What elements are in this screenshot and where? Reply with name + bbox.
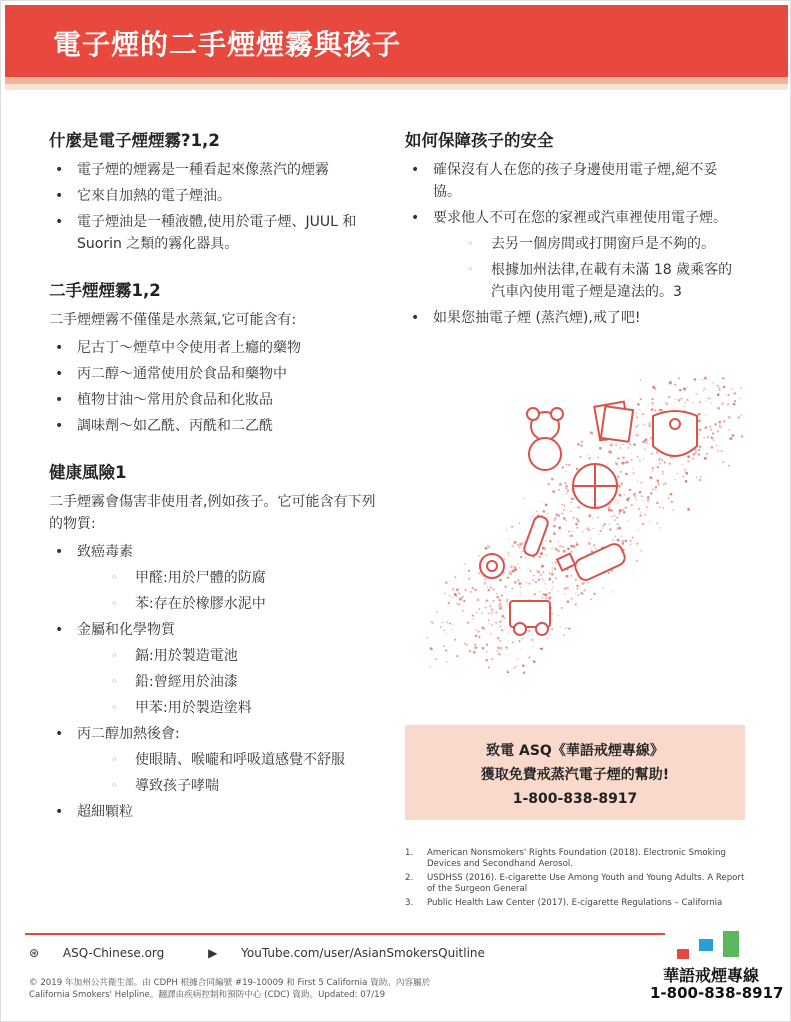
footer-links [29,946,525,960]
website-link[interactable] [29,946,184,960]
banner-stripe-light [5,84,788,90]
list-item: • 確保沒有人在您的孩子身邊使用電子煙,絕不妥協。 [405,159,745,203]
list-item [49,619,389,719]
list-item: • 尼古丁～煙草中令使用者上癮的藥物 [49,337,389,359]
bib-icon [653,411,697,456]
sub-list-item: ◦ 甲醛:用於尸體的防腐 [77,567,389,589]
logo-bar-blue [699,939,713,951]
sub-list-item: ◦ 苯:存在於橡膠水泥中 [77,593,389,615]
sub-list-item: ◦ 甲苯:用於製造塗料 [77,697,389,719]
right-column [405,127,745,333]
sub-list-item: ◦ 去另一個房間或打開窗戶是不夠的。 [433,233,745,255]
copyright-line2: California Smokers' Helpline。翻譯由疾病控制和預防中心 (CDC) 資助。Updated: 07/19 [29,990,386,1000]
callout-phone[interactable]: 1-800-838-8917 [512,791,638,807]
banner-stripe [5,77,788,84]
list-item: • 它來自加熱的電子煙油。 [49,185,389,207]
logo-bar-green [723,931,739,957]
section-heading: 健康風險1 [49,463,127,482]
logo-phone: 1-800-838-8917 [650,984,784,1002]
reference-number: 3. [405,898,414,908]
list-item [49,541,389,615]
list-item: • 超細顆粒 [49,801,389,823]
logo-name: 華語戒煙專線 [663,966,760,985]
list-item: • 電子煙油是一種液體,使用於電子煙、JUUL 和 Suorin 之類的霧化器具。 [49,211,389,255]
section-heading: 什麼是電子煙煙霧?1,2 [49,131,220,150]
logo-bar-red [677,949,689,959]
list-item: • 植物甘油～常用於食品和化妝品 [49,389,389,411]
reference-text: Public Health Law Center (2017). E-cigarette Regulations – California [427,898,723,908]
copyright-line1: © 2019 年加州公共衛生部。由 CDPH 根據合同編號 #19-10009 和 First 5 California 資助。內容屬於 [29,978,431,988]
section-heading: 如何保障孩子的安全 [405,131,554,150]
reference-item [405,898,750,909]
list-item-label: 要求他人不可在您的家裡或汽車裡使用電子煙。 [433,210,727,226]
reference-text: USDHSS (2016). E-cigarette Use Among Youth and Young Adults. A Report of the Surgeon General [427,873,745,894]
sub-list-item: ◦ 使眼睛、喉嚨和呼吸道感覺不舒服 [77,749,389,771]
sub-list-item: ◦ 鉛:曾經用於油漆 [77,671,389,693]
youtube-icon: ▶ [208,946,218,960]
reference-item [405,873,750,895]
page-title: 電子煙的二手煙煙霧與孩子 [53,28,402,61]
reference-number: 1. [405,848,414,858]
toy-car-icon [510,601,550,635]
section-health-risks [49,459,389,823]
reference-text: American Nonsmokers' Rights Foundation (2018). Electronic Smoking Devices and Secondhand Aerosol. [427,848,726,869]
list-item [49,723,389,797]
copyright [29,977,459,1001]
title-banner [5,5,788,77]
list-item: • 如果您抽電子煙 (蒸汽煙),戒了吧! [405,307,745,329]
section-what-is-vapor [49,127,389,255]
callout-line1: 致電 ASQ《華語戒煙專線》 [486,743,664,759]
sub-list-item: ◦ 導致孩子哮喘 [77,775,389,797]
toy-icon [523,515,550,557]
sub-list-item: ◦ 根據加州法律,在載有未滿 18 歲乘客的汽車內使用電子煙是違法的。3 [433,259,745,303]
teddy-bear-icon [527,408,563,470]
globe-icon: ⊛ [29,946,40,960]
list-item-label: 丙二醇加熱後會: [77,726,180,742]
list-item [405,207,745,303]
reference-item [405,848,750,870]
website-text: ASQ-Chinese.org [62,946,165,960]
pacifier-icon [480,554,504,578]
left-column [49,127,389,845]
vapor-illustration [425,376,745,676]
youtube-link[interactable] [208,946,505,960]
helpline-callout [405,725,745,820]
footer-divider [25,933,665,935]
callout-line2: 獲取免費戒蒸汽電子煙的幫助! [480,767,670,783]
list-item: • 調味劑～如乙酰、丙酰和二乙酰 [49,415,389,437]
section-secondhand-vapor [49,277,389,437]
sub-list-item: ◦ 鎘:用於製造電池 [77,645,389,667]
section-intro: 二手煙霧會傷害非使用者,例如孩子。它可能含有下列的物質: [49,494,376,532]
list-item-label: 金屬和化學物質 [77,622,175,638]
list-item: • 丙二醇～通常使用於食品和藥物中 [49,363,389,385]
list-item-label: 致癌毒素 [77,544,133,560]
list-item: • 電子煙的煙霧是一種看起來像蒸汽的煙霧 [49,159,389,181]
reference-number: 2. [405,873,414,883]
references [405,848,750,912]
books-icon [594,402,633,442]
section-heading: 二手煙煙霧1,2 [49,281,161,300]
basketball-icon [573,464,617,508]
youtube-text: YouTube.com/user/AsianSmokersQuitline [241,946,485,960]
section-intro: 二手煙煙霧不僅僅是水蒸氣,它可能含有: [49,312,297,328]
